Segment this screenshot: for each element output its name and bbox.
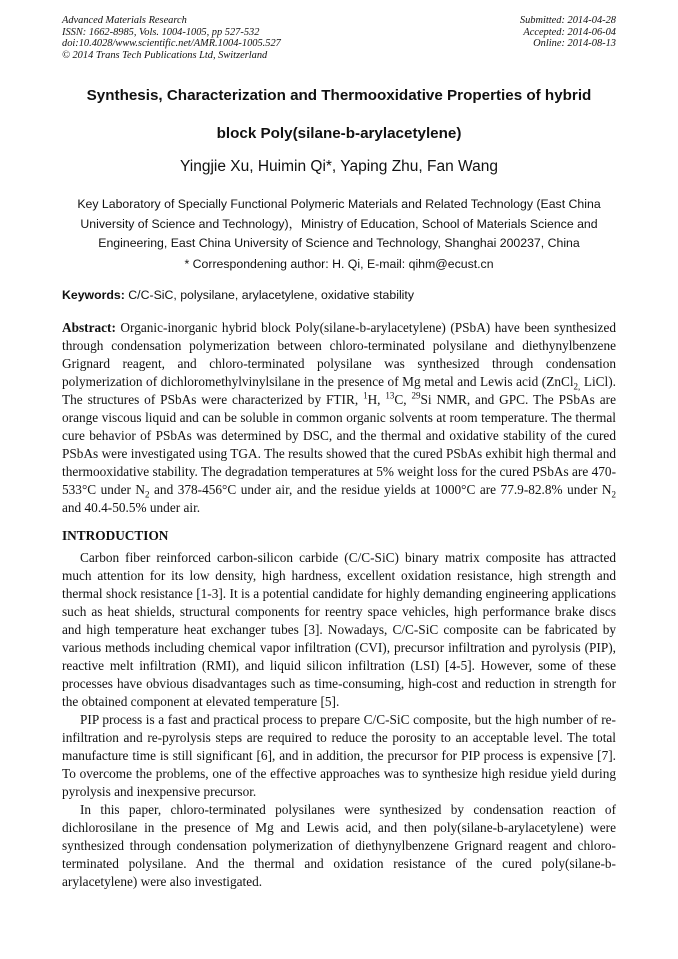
title-line-2: block Poly(silane-b-arylacetylene) — [216, 125, 462, 142]
affiliation: Key Laboratory of Specially Functional Polymeric Materials and Related Technology (East China University of Science and Technology)，Ministry of Education, School of Materials Science and Engineering, East China University of Science and Technology, Shanghai 200237, China — [77, 197, 601, 250]
title-line-1: Synthesis, Characterization and Thermooxidative Properties of hybrid — [86, 87, 592, 104]
intro-paragraph-1: Carbon fiber reinforced carbon-silicon carbide (C/C-SiC) binary matrix composite has attracted much attention for its low density, high hardness, excellent oxidation resistance, high strength and thermal shock resistance [1-3]. It is a potential candidate for highly demanding engineering applications such as heat shields, structural components for reentry space vehicles, high performance brake discs and high temperature heat exchanger tubes [3]. Nowadays, C/C-SiC composite can be fabricated by various methods including chemical vapor infiltration (CVI), precursor infiltration and pyrolysis (PIP), reactive melt infiltration (RMI), and liquid silicon infiltration (LSI) [4-5]. However, some of these processes have obvious disadvantages such as time-consuming, high-cost and reduction in strength for the obtained component at elevated temperature [5]. — [62, 550, 616, 709]
abstract-sub-3: 2 — [611, 489, 616, 500]
abstract-text-1: Organic-inorganic hybrid block Poly(silane-b-arylacetylene) (PSbA) have been synthesized through condensation polymerization between chloro-terminated polysilane and diethynylbenzene Grignard reagent, and chloro-terminated polysilane was synthesized through condensation polymerization of dichloromethylvinylsilane in the presence of Mg metal and Lewis acid (ZnCl — [62, 320, 616, 389]
abstract-text-6: and 378-456°C under air, and the residue yields at 1000°C are 77.9-82.8% under N — [149, 482, 612, 497]
submitted-date: Submitted: 2014-04-28 — [519, 15, 616, 26]
journal-info — [62, 15, 281, 61]
abstract-sup-3: 29 — [411, 390, 421, 401]
submission-dates — [520, 15, 616, 50]
abstract-label: Abstract: — [62, 320, 116, 335]
abstract-text-4: C, — [394, 392, 412, 407]
intro-paragraph-2: PIP process is a fast and practical process to prepare C/C-SiC composite, but the high number of re-infiltration and re-pyrolysis steps are required to reduce the porosity to an acceptable level. The total manufacture time is still significant [6], and in addition, the precursor for PIP process is expensive [7]. To overcome the problems, one of the effective approaches was to synthesize high residue yield during pyrolysis and inexpensive precursor. — [62, 712, 616, 799]
paper-title — [40, 86, 638, 144]
doi-line: doi:10.4028/www.scientific.net/AMR.1004-1005.527 — [62, 38, 281, 50]
abstract-sub-2: 2 — [145, 489, 150, 500]
abstract-sub-1: 2, — [573, 381, 581, 392]
abstract-text-5: Si NMR, and GPC. The PSbAs are orange viscous liquid and can be soluble in common organic solvents at room temperature. The thermal cure behavior of PSbAs was determined by DSC, and the thermal and oxidative stability of the cured PSbAs were investigated using TGA. The results showed that the cured PSbAs exhibit high thermal and thermooxidative stability. The degradation temperatures at 5% weight loss for the cured PSbAs are 470-533°C under N — [62, 392, 616, 497]
accepted-date: Accepted: 2014-06-04 — [523, 26, 616, 38]
corresponding-author: * Correspondening author: H. Qi, E-mail: qihm@ecust.cn — [184, 257, 494, 271]
intro-paragraph-3: In this paper, chloro-terminated polysilanes were synthesized by condensation reaction of dichlorosilane in the presence of Mg and Lewis acid, and then poly(silane-b-arylacetylene) were synthesized through condensation polymerization of diethynylbenzene Grignard reagent and chloro-terminated polysilane. And the thermal and oxidation resistance of the cured poly(silane-b-arylacetylene) were also investigated. — [62, 802, 616, 889]
copyright-line: © 2014 Trans Tech Publications Ltd, Switzerland — [62, 49, 268, 61]
journal-name: Advanced Materials Research — [62, 15, 187, 26]
section-heading-introduction: INTRODUCTION — [62, 528, 169, 543]
abstract-sup-1: 1 — [363, 390, 368, 401]
introduction-body — [62, 549, 616, 891]
abstract-sup-2: 13 — [385, 390, 395, 401]
keywords-text: C/C-SiC, polysilane, arylacetylene, oxidative stability — [124, 288, 414, 302]
online-date: Online: 2014-08-13 — [533, 38, 616, 50]
keywords — [62, 288, 616, 302]
issn-line: ISSN: 1662-8985, Vols. 1004-1005, pp 527-532 — [62, 26, 260, 38]
abstract-text-3: H, — [367, 392, 386, 407]
abstract-text-2: LiCl). The structures of PSbAs were characterized by FTIR, — [62, 374, 616, 407]
abstract — [62, 319, 616, 517]
authors: Yingjie Xu, Huimin Qi*, Yaping Zhu, Fan Wang — [180, 158, 498, 175]
abstract-text-7: and 40.4-50.5% under air. — [62, 500, 201, 515]
keywords-label: Keywords: — [62, 288, 125, 302]
